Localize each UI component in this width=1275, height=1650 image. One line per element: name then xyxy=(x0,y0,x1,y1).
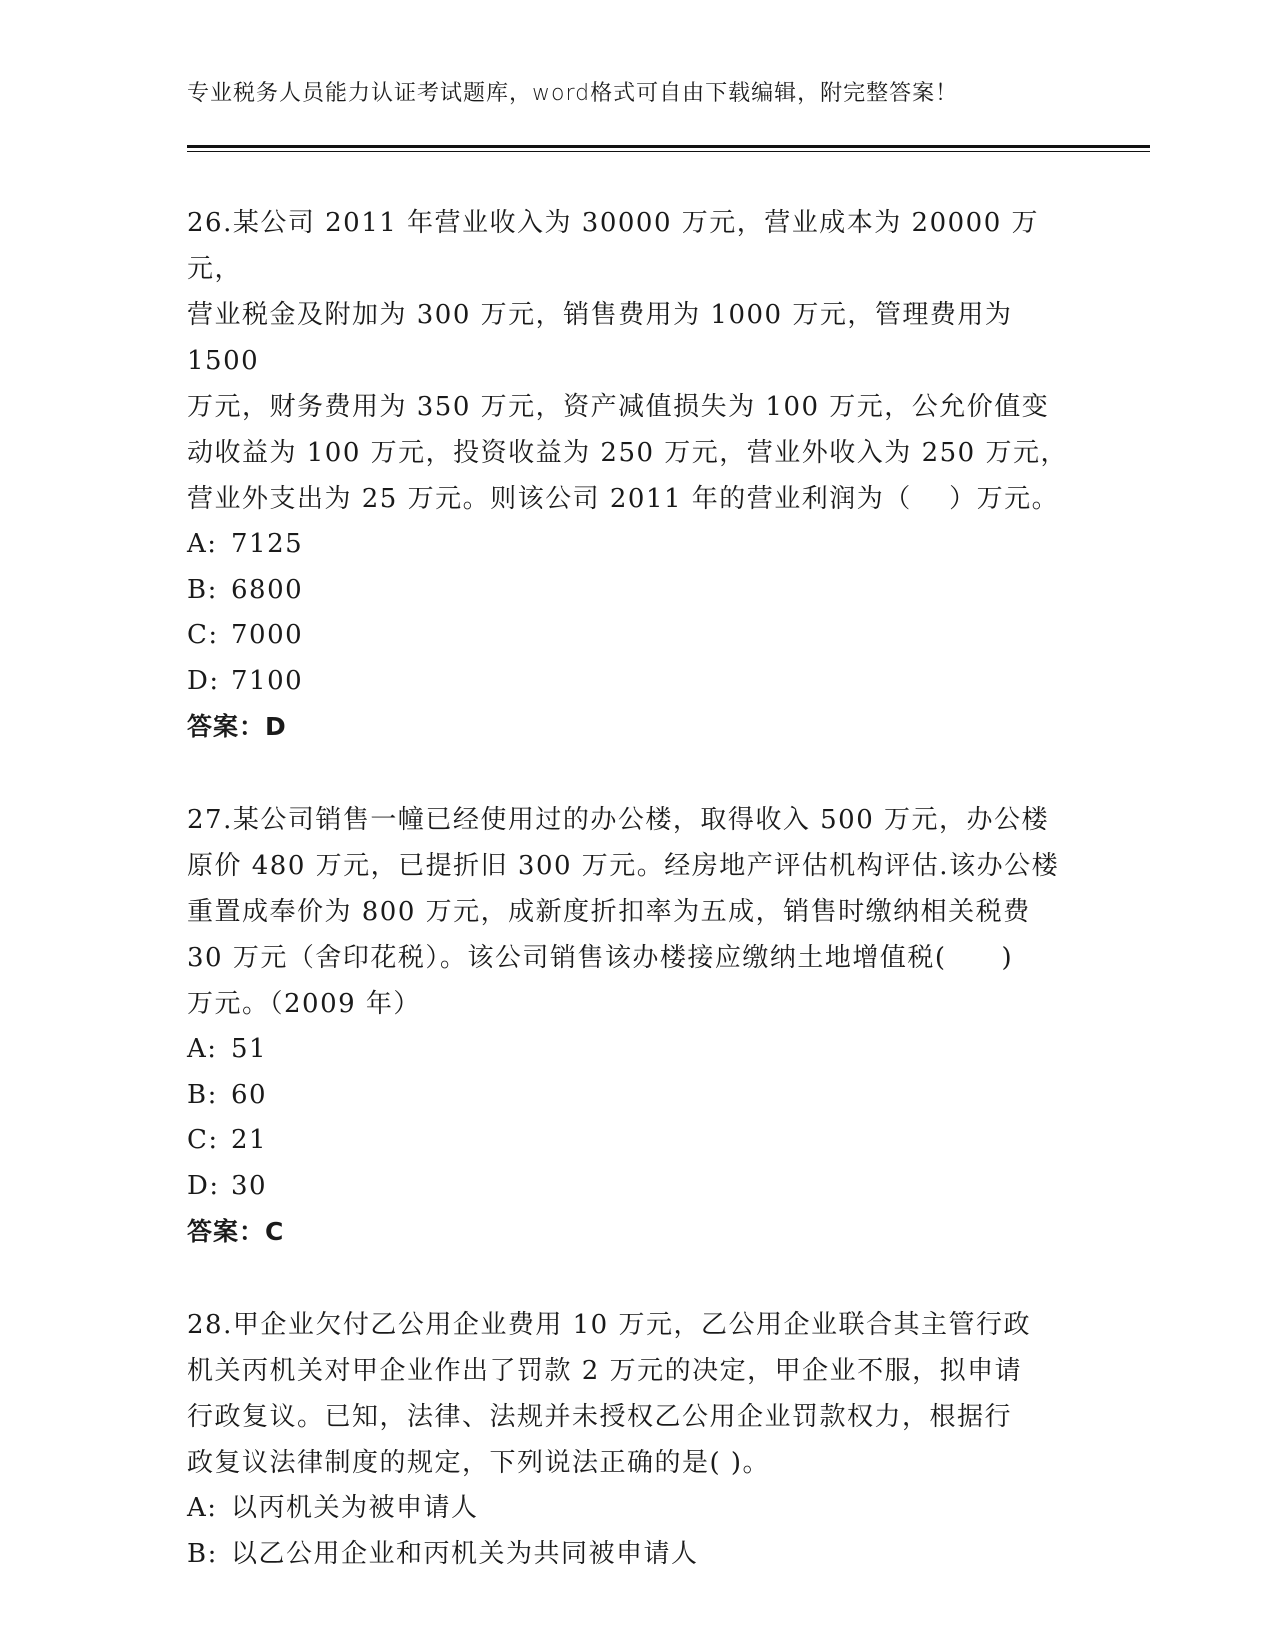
question-line: 原价 480 万元，已提折旧 300 万元。经房地产评估机构评估.该办公楼 xyxy=(187,851,1060,881)
question-line: 30 万元（舍印花税）。该公司销售该办楼接应缴纳土地增值税( ) xyxy=(187,943,1014,973)
question-stem xyxy=(187,1302,1087,1486)
option-a xyxy=(187,522,1087,568)
answer-label: 答案：C xyxy=(187,1217,285,1246)
question-line: 营业外支出为 25 万元。则该公司 2011 年的营业利润为（ ）万元。 xyxy=(187,484,1060,514)
option-label: B: xyxy=(187,1079,218,1110)
question-line: 26.某公司 2011 年营业收入为 30000 万元，营业成本为 20000 万元， xyxy=(187,208,1040,284)
question-line: 重置成奉价为 800 万元，成新度折扣率为五成，销售时缴纳相关税费 xyxy=(187,897,1031,927)
option-c xyxy=(187,1118,1087,1164)
option-text: 51 xyxy=(231,1034,268,1064)
option-label: A: xyxy=(187,529,218,559)
option-label: C: xyxy=(187,620,219,650)
option-label: A: xyxy=(187,1493,218,1523)
question-27 xyxy=(187,797,1087,1254)
question-line: 28.甲企业欠付乙公用企业费用 10 万元，乙公用企业联合其主管行政 xyxy=(187,1310,1031,1340)
option-label: D: xyxy=(187,665,220,696)
question-28 xyxy=(187,1302,1087,1577)
question-line: 27.某公司销售一幢已经使用过的办公楼，取得收入 500 万元，办公楼 xyxy=(187,805,1050,835)
option-text: 7125 xyxy=(231,529,304,559)
option-text: 21 xyxy=(231,1125,268,1155)
option-label: A: xyxy=(187,1034,218,1064)
option-text: 30 xyxy=(231,1170,268,1201)
question-line: 营业税金及附加为 300 万元，销售费用为 1000 万元，管理费用为 1500 xyxy=(187,300,1013,376)
question-line: 万元。（2009 年） xyxy=(187,989,421,1019)
option-text: 7000 xyxy=(231,620,304,650)
option-label: B: xyxy=(187,574,218,605)
option-a xyxy=(187,1027,1087,1073)
question-line: 行政复议。已知，法律、法规并未授权乙公用企业罚款权力，根据行 xyxy=(187,1402,1013,1432)
question-line: 万元，财务费用为 350 万元，资产减值损失为 100 万元，公允价值变 xyxy=(187,392,1050,422)
header-divider-thin xyxy=(187,151,1150,152)
question-26 xyxy=(187,200,1087,749)
option-b xyxy=(187,568,1087,614)
question-list xyxy=(187,200,1087,1625)
answer-label: 答案：D xyxy=(187,712,287,741)
question-line: 机关丙机关对甲企业作出了罚款 2 万元的决定，甲企业不服，拟申请 xyxy=(187,1356,1023,1386)
option-label: D: xyxy=(187,1170,220,1201)
question-line: 政复议法律制度的规定，下列说法正确的是( )。 xyxy=(187,1448,771,1478)
option-text: 60 xyxy=(231,1079,268,1110)
option-a xyxy=(187,1486,1087,1532)
header-divider-thick xyxy=(187,145,1150,148)
option-text: 以乙公用企业和丙机关为共同被申请人 xyxy=(231,1538,699,1569)
option-b xyxy=(187,1532,1087,1578)
option-text: 6800 xyxy=(231,574,304,605)
option-d xyxy=(187,1164,1087,1210)
question-line: 动收益为 100 万元，投资收益为 250 万元，营业外收入为 250 万元， xyxy=(187,438,1068,468)
option-d xyxy=(187,659,1087,705)
option-text: 7100 xyxy=(231,665,304,696)
option-b xyxy=(187,1073,1087,1119)
option-text: 以丙机关为被申请人 xyxy=(231,1493,479,1523)
page-header: 专业税务人员能力认证考试题库，word格式可自由下载编辑，附完整答案！ xyxy=(187,81,959,106)
option-label: C: xyxy=(187,1125,219,1155)
question-stem xyxy=(187,797,1087,1027)
question-stem xyxy=(187,200,1087,522)
option-c xyxy=(187,613,1087,659)
option-label: B: xyxy=(187,1538,218,1569)
